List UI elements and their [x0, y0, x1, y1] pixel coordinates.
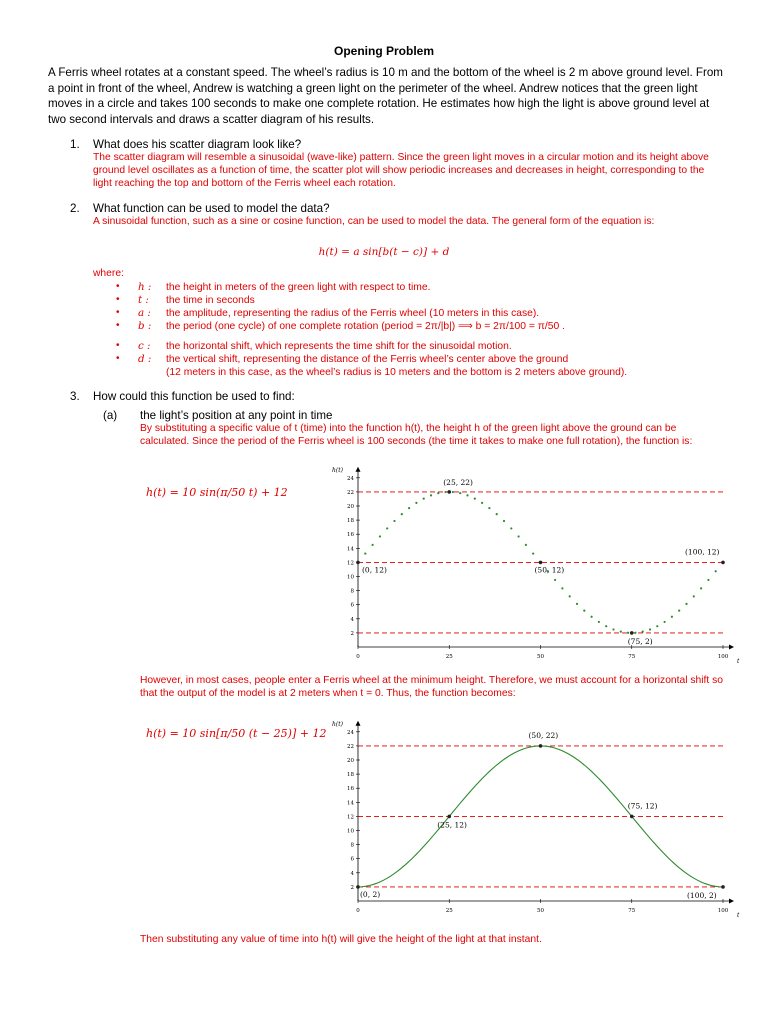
data-point [386, 527, 388, 529]
y-tick-label: 6 [350, 856, 354, 863]
q3-text: How could this function be used to find: [93, 390, 295, 403]
x-tick-label: 100 [717, 908, 729, 914]
y-tick-label: 8 [350, 588, 354, 595]
key-point [539, 744, 543, 748]
x-tick-label: 0 [356, 654, 360, 660]
data-point [510, 527, 512, 529]
key-point [356, 885, 360, 889]
bullet-text: the period (one cycle) of one complete rotation (period = 2π/|b|) ⟹ b = 2π/100 = π/50 . [166, 321, 565, 332]
y-tick-label: 2 [350, 630, 354, 637]
y-tick-label: 22 [347, 489, 354, 496]
data-point [700, 587, 702, 589]
data-point [372, 544, 374, 546]
intro-paragraph: A Ferris wheel rotates at a constant speed. The wheel’s radius is 10 m and the bottom of the wheel is 2 m above ground level. From a point in front of the wheel, Andrew is watching a green light on the perimeter of the wheel. Andrew notices that the green light moves in a circle and takes 100 seconds to make one complete rotation. He estimates how high the light is above ground level at two second intervals and draws a scatter diagram of his results. [48, 66, 723, 126]
point-label: (25, 22) [443, 477, 473, 487]
key-point [721, 561, 725, 565]
x-tick-label: 25 [445, 908, 453, 914]
y-tick-label: 20 [347, 758, 354, 764]
x-tick-label: 75 [628, 654, 636, 660]
data-point [430, 494, 432, 496]
key-point [721, 885, 725, 889]
equation-2: h(t) = 10 sin[π/50 (t − 25)] + 12 [146, 727, 327, 740]
y-tick-label: 24 [347, 729, 354, 736]
data-point [532, 552, 534, 554]
data-point [627, 632, 629, 634]
y-tick-label: 12 [347, 814, 354, 821]
data-point [569, 595, 571, 597]
key-point [447, 815, 451, 819]
x-tick-label: 50 [537, 908, 544, 914]
data-point [518, 535, 520, 537]
data-point [488, 507, 490, 509]
y-tick-label: 14 [347, 546, 354, 553]
point-label: (25, 12) [437, 820, 467, 830]
x-axis-arrow [729, 899, 734, 904]
data-point [561, 587, 563, 589]
point-label: (100, 2) [687, 890, 717, 900]
bullet-symbol: b : [138, 320, 152, 332]
y-tick-label: 10 [347, 828, 354, 835]
q1-number: 1. [70, 138, 80, 151]
x-axis-label: t [737, 912, 740, 919]
data-point [664, 621, 666, 623]
bullet-text: the vertical shift, representing the distance of the Ferris wheel’s center above the ground [166, 354, 569, 365]
data-point [671, 616, 673, 618]
data-point [583, 610, 585, 612]
point-label: (50, 22) [528, 730, 559, 740]
y-tick-label: 10 [347, 574, 354, 581]
general-equation: h(t) = a sin[b(t − c)] + d [318, 246, 450, 258]
where-label: where: [93, 268, 124, 279]
y-tick-label: 14 [347, 800, 354, 807]
data-point [525, 544, 527, 546]
q3-answer-3: Then substituting any value of time into h(t) will give the height of the light at that instant. [140, 934, 542, 945]
y-axis-arrow [356, 721, 361, 726]
x-axis-label: t [737, 658, 740, 665]
y-tick-label: 12 [347, 560, 354, 567]
curve-line [358, 746, 723, 887]
data-point [401, 513, 403, 515]
y-tick-label: 18 [347, 772, 354, 779]
y-tick-label: 18 [347, 518, 354, 525]
y-tick-label: 4 [350, 870, 354, 877]
q3-sub-text: the light’s position at any point in time [140, 409, 333, 422]
bullet-symbol: c : [138, 340, 151, 352]
key-point [539, 561, 543, 565]
q2-number: 2. [70, 202, 80, 215]
point-label: (0, 12) [362, 565, 387, 575]
data-point [474, 498, 476, 500]
data-point [649, 628, 651, 630]
bullet-text: the amplitude, representing the radius of the Ferris wheel (10 meters in this case). [166, 308, 540, 319]
data-point [415, 502, 417, 504]
y-tick-label: 16 [347, 786, 354, 793]
data-point [678, 610, 680, 612]
data-point [423, 498, 425, 500]
q2-text: What function can be used to model the data? [93, 202, 330, 215]
data-point [496, 513, 498, 515]
y-tick-label: 22 [347, 743, 354, 750]
bullet-marker: • [116, 340, 120, 351]
data-point [634, 632, 636, 634]
y-tick-label: 20 [347, 504, 354, 510]
x-axis-arrow [729, 645, 734, 650]
bullet-symbol: d : [138, 353, 152, 365]
x-tick-label: 50 [537, 654, 544, 660]
data-point [503, 520, 505, 522]
q1-answer: The scatter diagram will resemble a sinusoidal (wave-like) pattern. Since the green light moves in a circular motion and its height above ground level oscillates as a function of time, the scatter plot will show periodic increases and decreases in height, corresponding to the light reaching the top and bottom of the Ferris wheel each rotation. [93, 152, 709, 190]
y-tick-label: 8 [350, 842, 354, 849]
y-tick-label: 4 [350, 616, 354, 623]
key-point [630, 631, 634, 635]
data-point [481, 502, 483, 504]
q1-text: What does his scatter diagram look like? [93, 138, 302, 151]
bullet-marker: • [116, 294, 120, 305]
key-point [630, 815, 634, 819]
data-point [685, 603, 687, 605]
bullet-text: the height in meters of the green light with respect to time. [166, 282, 431, 293]
x-tick-label: 100 [717, 654, 729, 660]
data-point [598, 621, 600, 623]
data-point [693, 595, 695, 597]
bullet-marker: • [116, 353, 120, 364]
y-axis-arrow [356, 467, 361, 472]
x-tick-label: 25 [445, 654, 453, 660]
y-axis-label: h(t) [332, 466, 343, 474]
bullet-text: the time in seconds [166, 295, 255, 306]
y-tick-label: 16 [347, 532, 354, 539]
q2-answer: A sinusoidal function, such as a sine or cosine function, can be used to model the data. The general form of the equation is: [93, 216, 655, 227]
q3-answer-1: By substituting a specific value of t (time) into the function h(t), the height h of the green light above the ground can be calculated. Since the period of the Ferris wheel is 100 seconds (the time it takes to make one full rotation), the function is: [140, 423, 693, 448]
point-label: (75, 12) [627, 801, 658, 811]
page-title: Opening Problem [333, 44, 434, 58]
q3-number: 3. [70, 390, 80, 403]
key-point [447, 490, 451, 494]
y-tick-label: 6 [350, 602, 354, 609]
bullet-marker: • [116, 281, 120, 292]
data-point [707, 579, 709, 581]
bullet-marker: • [116, 320, 120, 331]
data-point [445, 491, 447, 493]
data-point [612, 628, 614, 630]
x-tick-label: 0 [356, 908, 360, 914]
data-point [715, 570, 717, 572]
equation-1: h(t) = 10 sin(π/50 t) + 12 [146, 486, 288, 499]
bullet-text-continued: (12 meters in this case, as the wheel’s radius is 10 meters and the bottom is 2 meters above ground). [166, 367, 628, 378]
bullet-symbol: t : [138, 294, 149, 306]
data-point [620, 631, 622, 633]
bullet-symbol: a : [138, 307, 151, 319]
data-point [605, 625, 607, 627]
data-point [466, 494, 468, 496]
bullet-text: the horizontal shift, which represents the time shift for the sinusoidal motion. [166, 341, 512, 352]
data-point [393, 520, 395, 522]
point-label: (75, 2) [627, 636, 653, 646]
data-point [576, 603, 578, 605]
data-point [656, 625, 658, 627]
data-point [408, 507, 410, 509]
key-point [356, 561, 360, 565]
chart-1 [325, 466, 740, 668]
bullet-symbol: h : [138, 281, 152, 293]
q3-answer-2: However, in most cases, people enter a Ferris wheel at the minimum height. Therefore, we must account for a horizontal shift so that the output of the model is at 2 meters when t = 0. Thus, the function becomes: [140, 675, 724, 700]
data-point [554, 579, 556, 581]
data-point [459, 492, 461, 494]
data-point [642, 631, 644, 633]
data-point [452, 491, 454, 493]
y-tick-label: 2 [350, 884, 354, 891]
data-point [591, 616, 593, 618]
data-point [437, 492, 439, 494]
data-point [379, 535, 381, 537]
q3-sub-label: (a) [103, 409, 118, 422]
bullet-marker: • [116, 307, 120, 318]
y-axis-label: h(t) [332, 720, 343, 728]
point-label: (100, 12) [685, 547, 720, 557]
point-label: (50, 12) [534, 565, 565, 575]
chart-2 [325, 718, 740, 923]
y-tick-label: 24 [347, 475, 354, 482]
x-tick-label: 75 [628, 908, 636, 914]
point-label: (0, 2) [360, 889, 381, 899]
data-point [364, 552, 366, 554]
